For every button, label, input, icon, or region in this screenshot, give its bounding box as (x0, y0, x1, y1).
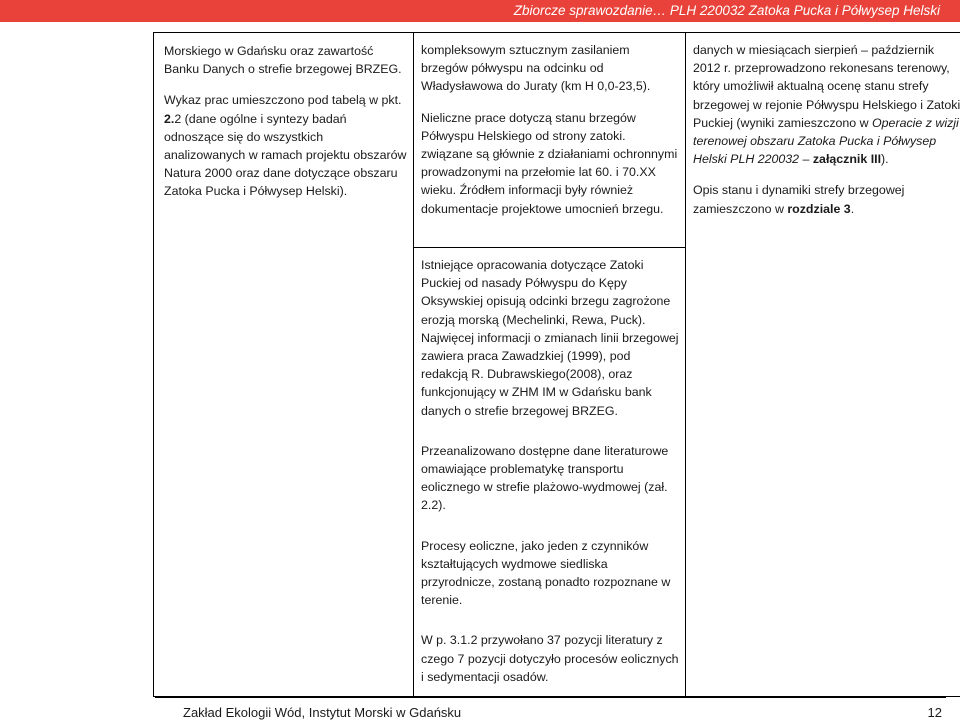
paragraph (693, 41, 960, 168)
paragraph (164, 91, 407, 200)
text-run: danych w miesiącach sierpień – październik 2012 r. przeprowadzono rekonesans terenowy, który umożliwił aktualną ocenę stanu strefy brzegowej w rejonie Półwyspu Helskiego i Zatoki Puckiej (wyniki zamieszczono w (693, 43, 960, 130)
text-run: Opis stanu i dynamiki strefy brzegowej zamieszczono w (693, 183, 905, 216)
text-run: Wykaz prac umieszczono pod tabelą w pkt. (164, 93, 402, 108)
header-title-rest: PLH 220032 Zatoka Pucka i Półwysep Helski (666, 3, 940, 18)
paragraph: kompleksowym sztucznym zasilaniem brzegów półwyspu na odcinku od Władysławowa do Juraty (km H 0,0-23,5). (421, 43, 651, 94)
paragraph: Przeanalizowano dostępne dane literaturowe omawiające problematykę transportu eolicznego w strefie plażowo-wydmowej (zał. 2.2). (421, 443, 669, 513)
footer-divider (155, 697, 946, 698)
header-title-italic: Zbiorcze sprawozdanie… (513, 3, 667, 18)
page-number: 12 (927, 705, 942, 720)
paragraph: Istniejące opracowania dotyczące Zatoki Puckiej od nasady Półwyspu do Kępy Oksywskiej opisują odcinki brzegu zagrożone erozją morską (Mechelinki, Rewa, Puck). Najwięcej informacji o zmianach linii brzegowej zawiera praca Zawadzkiej (1999), pod redakcją R. Dubrawskiego(2008), oraz funkcjonujący w ZHM IM w Gdańsku bank danych o strefie brzegowej BRZEG. (421, 258, 679, 418)
running-header (0, 0, 960, 22)
page-footer (0, 697, 960, 722)
cell-field-survey (686, 33, 960, 697)
paragraph: Nieliczne prace dotyczą stanu brzegów Półwyspu Helskiego od strony zatoki. związane są głównie z działaniami ochronnymi prowadzonymi na przełomie lat 60. i 70.XX wieku. Źródłem informacji były również dokumentacje projektowe umocnień brzegu. (421, 110, 678, 216)
text-run: ). (881, 152, 889, 167)
text-italic: Operacie z wizji terenowej obszaru Zatoka Pucka i Półwysep Helski PLH 220032 (693, 115, 959, 167)
cell-sources (154, 33, 414, 697)
running-header-title (514, 3, 940, 18)
text-run: . (850, 201, 855, 216)
chapter-ref: rozdziale 3 (787, 201, 851, 216)
paragraph: Morskiego w Gdańsku oraz zawartość Banku Danych o strefie brzegowej BRZEG. (164, 44, 402, 77)
table-row (154, 33, 960, 248)
paragraph: W p. 3.1.2 przywołano 37 pozycji literatury z czego 7 pozycji dotyczyło procesów eolicznych i sedymentacji osadów. (421, 633, 679, 684)
cell-literature-bottom (414, 248, 686, 697)
cell-literature-top (414, 33, 686, 248)
content-table (153, 32, 960, 697)
text-run: 2 (dane ogólne i syntezy badań odnoszące się do wszystkich analizowanych w ramach projektu obszarów Natura 2000 oraz dane dotyczące obszaru Zatoka Pucka i Półwysep Helski). (164, 111, 407, 199)
annex-ref: załącznik III (812, 152, 882, 167)
text-run: – (799, 152, 813, 167)
paragraph: Procesy eoliczne, jako jeden z czynników kształtujących wydmowe siedliska przyrodnicze, zostaną ponadto rozpoznane w terenie. (421, 538, 671, 608)
paragraph (693, 181, 960, 217)
footer-institution: Zakład Ekologii Wód, Instytut Morski w Gdańsku (183, 705, 462, 720)
section-ref: 2. (164, 111, 175, 126)
